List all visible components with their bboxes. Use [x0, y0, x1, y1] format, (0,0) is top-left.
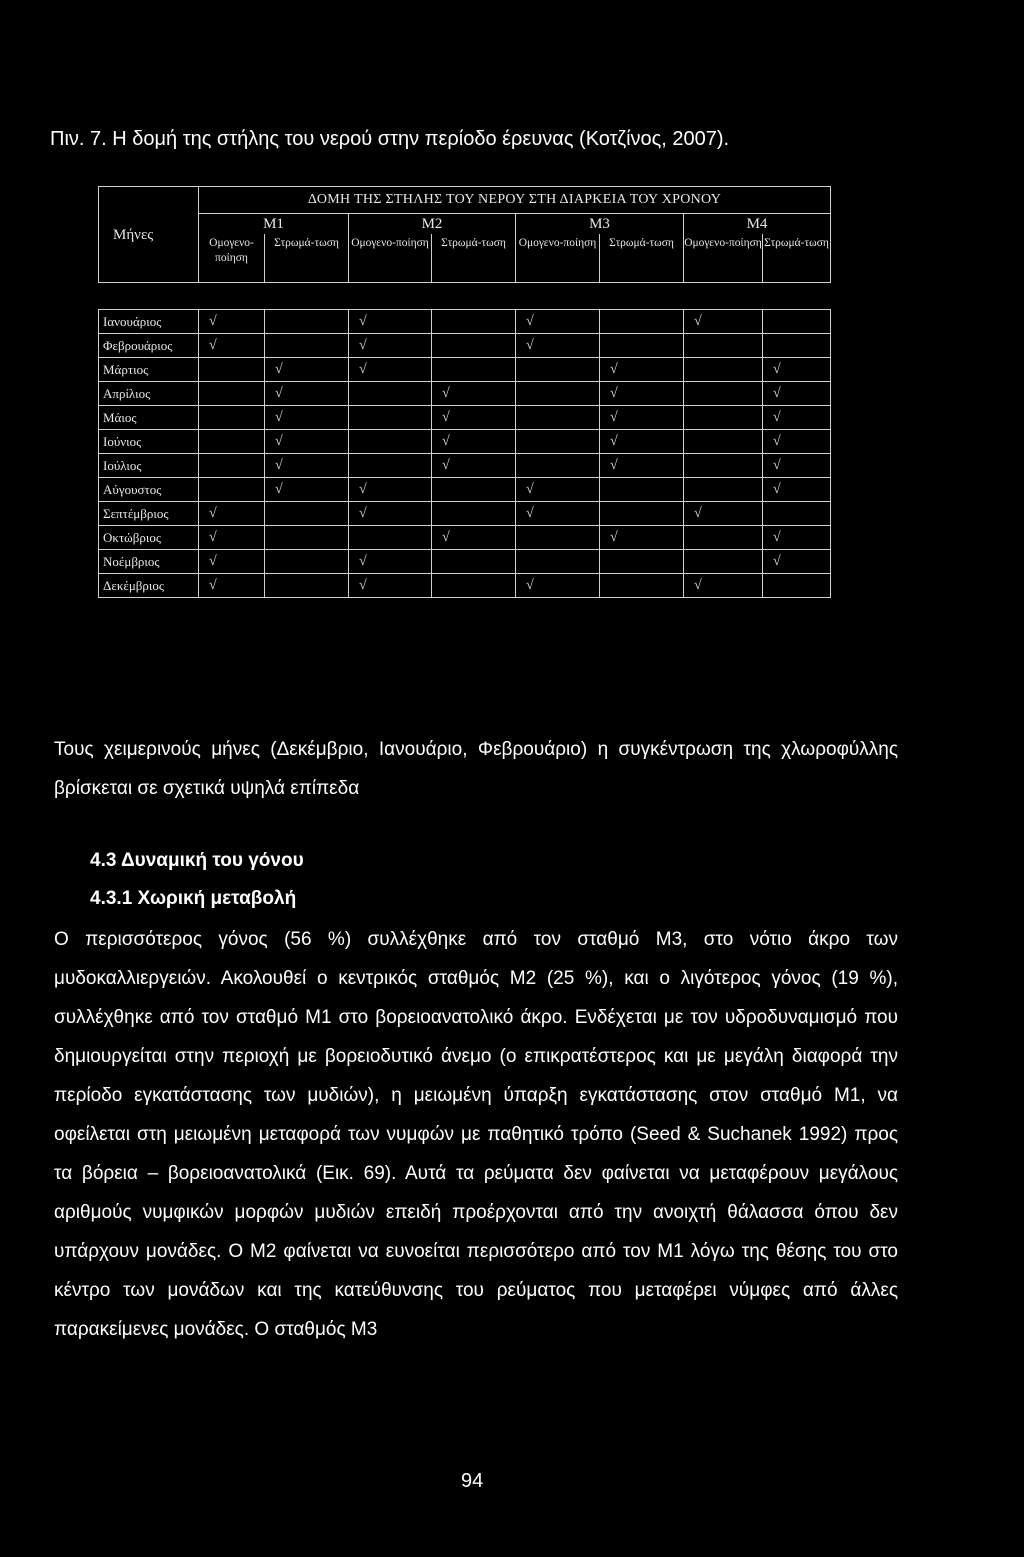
- empty-cell: [684, 526, 763, 550]
- check-mark-icon: √: [265, 382, 349, 406]
- table-row: [99, 574, 831, 598]
- empty-cell: [684, 334, 763, 358]
- empty-cell: [516, 526, 600, 550]
- check-mark-icon: √: [763, 406, 831, 430]
- empty-cell: [265, 574, 349, 598]
- check-mark-icon: √: [516, 334, 600, 358]
- check-mark-icon: √: [199, 550, 265, 574]
- empty-cell: [432, 358, 516, 382]
- check-mark-icon: √: [684, 574, 763, 598]
- subsection-heading: 4.3.1 Χωρική μεταβολή: [90, 888, 297, 909]
- check-mark-icon: √: [763, 430, 831, 454]
- empty-cell: [349, 526, 432, 550]
- empty-cell: [516, 430, 600, 454]
- table-spacer-row: [99, 283, 831, 310]
- empty-cell: [684, 430, 763, 454]
- check-mark-icon: √: [349, 550, 432, 574]
- empty-cell: [684, 454, 763, 478]
- check-mark-icon: √: [763, 358, 831, 382]
- check-mark-icon: √: [432, 430, 516, 454]
- month-cell: Αύγουστος: [99, 478, 199, 502]
- empty-cell: [349, 382, 432, 406]
- check-mark-icon: √: [265, 454, 349, 478]
- check-mark-icon: √: [516, 310, 600, 334]
- empty-cell: [199, 430, 265, 454]
- check-mark-icon: √: [265, 358, 349, 382]
- check-mark-icon: √: [199, 574, 265, 598]
- check-mark-icon: √: [600, 526, 684, 550]
- subheader-stratification: Στρωμά-τωση: [265, 234, 349, 283]
- table-row: [99, 406, 831, 430]
- empty-cell: [199, 478, 265, 502]
- empty-cell: [199, 454, 265, 478]
- empty-cell: [432, 550, 516, 574]
- check-mark-icon: √: [349, 574, 432, 598]
- check-mark-icon: √: [349, 310, 432, 334]
- month-cell: Απρίλιος: [99, 382, 199, 406]
- empty-cell: [684, 478, 763, 502]
- subheader-homogenization: Ομογενο-ποίηση: [684, 234, 763, 283]
- month-cell: Δεκέμβριος: [99, 574, 199, 598]
- table-title: ΔΟΜΗ ΤΗΣ ΣΤΗΛΗΣ ΤΟΥ ΝΕΡΟΥ ΣΤΗ ΔΙΑΡΚΕΙΑ ΤΟΥ ΧΡΟΝΟΥ: [199, 187, 831, 214]
- month-cell: Φεβρουάριος: [99, 334, 199, 358]
- empty-cell: [432, 334, 516, 358]
- empty-cell: [349, 406, 432, 430]
- check-mark-icon: √: [265, 478, 349, 502]
- empty-cell: [684, 406, 763, 430]
- table-row: [99, 358, 831, 382]
- empty-cell: [600, 478, 684, 502]
- month-cell: Μάιος: [99, 406, 199, 430]
- check-mark-icon: √: [763, 454, 831, 478]
- check-mark-icon: √: [199, 502, 265, 526]
- empty-cell: [763, 310, 831, 334]
- empty-cell: [600, 310, 684, 334]
- check-mark-icon: √: [600, 454, 684, 478]
- check-mark-icon: √: [432, 454, 516, 478]
- empty-cell: [516, 550, 600, 574]
- check-mark-icon: √: [265, 430, 349, 454]
- subheader-stratification: Στρωμά-τωση: [763, 234, 831, 283]
- subheader-homogenization: Ομογενο-ποίηση: [516, 234, 600, 283]
- empty-cell: [516, 358, 600, 382]
- table-row: [99, 550, 831, 574]
- month-cell: Οκτώβριος: [99, 526, 199, 550]
- empty-cell: [684, 550, 763, 574]
- check-mark-icon: √: [516, 502, 600, 526]
- check-mark-icon: √: [600, 406, 684, 430]
- table-row: [99, 310, 831, 334]
- empty-cell: [763, 574, 831, 598]
- table-row: [99, 526, 831, 550]
- check-mark-icon: √: [432, 526, 516, 550]
- table-row: [99, 430, 831, 454]
- check-mark-icon: √: [432, 406, 516, 430]
- month-cell: Μάρτιος: [99, 358, 199, 382]
- empty-cell: [265, 310, 349, 334]
- empty-cell: [600, 334, 684, 358]
- months-header: Μήνες: [99, 187, 199, 283]
- empty-cell: [265, 502, 349, 526]
- month-cell: Νοέμβριος: [99, 550, 199, 574]
- table-row: [99, 334, 831, 358]
- check-mark-icon: √: [265, 406, 349, 430]
- empty-cell: [516, 382, 600, 406]
- subheader-homogenization: Ομογενο-ποίηση: [199, 234, 265, 283]
- table-row: [99, 454, 831, 478]
- table-row: [99, 502, 831, 526]
- check-mark-icon: √: [763, 478, 831, 502]
- check-mark-icon: √: [349, 334, 432, 358]
- empty-cell: [600, 502, 684, 526]
- table-row: [99, 382, 831, 406]
- table-row: [99, 478, 831, 502]
- paragraph-spatial-variation: Ο περισσότερος γόνος (56 %) συλλέχθηκε από τον σταθμό Μ3, στο νότιο άκρο των μυδοκαλλιεργειών. Ακολουθεί ο κεντρικός σταθμός Μ2 (25 %), και ο λιγότερος γόνος (19 %), συλλέχθηκε από τον σταθμό Μ1 στο βορειοανατολικό άκρο. Ενδέχεται με τον υδροδυναμισμό που δημιουργείται στην περιοχή με βορειοδυτικό άνεμο (ο επικρατέστερος και με μεγάλη διαφορά την περίοδο εγκατάστασης των μυδιών), η μειωμένη ύπαρξη εγκατάστασης στον σταθμό Μ1, να οφείλεται στη μειωμένη μεταφορά των νυμφών με παθητικό τρόπο (Seed & Suchanek 1992) προς τα βόρεια – βορειοανατολικά (Εικ. 69). Αυτά τα ρεύματα δεν φαίνεται να μεταφέρουν μεγάλους αριθμούς νυμφικών μορφών μυδιών επειδή προέρχονται από την ανοιχτή θάλασσα όπου δεν υπάρχουν μονάδες. Ο Μ2 φαίνεται να ευνοείται περισσότερο από τον Μ1 λόγω της θέσης του στο κέντρο των μονάδων και της κατεύθυνσης του ρεύματος που μεταφέρει νύμφες από άλλες παρακείμενες μονάδες. Ο σταθμός Μ3: [54, 929, 898, 1340]
- page-number: 94: [461, 1470, 484, 1492]
- section-heading: 4.3 Δυναμική του γόνου: [90, 850, 304, 871]
- station-header-m1: Μ1: [199, 214, 349, 235]
- empty-cell: [432, 310, 516, 334]
- water-column-structure-table: [98, 186, 831, 598]
- month-cell: Ιούλιος: [99, 454, 199, 478]
- station-header-m4: Μ4: [684, 214, 831, 235]
- check-mark-icon: √: [432, 382, 516, 406]
- empty-cell: [600, 550, 684, 574]
- check-mark-icon: √: [684, 502, 763, 526]
- empty-cell: [684, 382, 763, 406]
- empty-cell: [265, 550, 349, 574]
- empty-cell: [349, 454, 432, 478]
- table-caption: Πιν. 7. Η δομή της στήλης του νερού στην περίοδο έρευνας (Κοτζίνος, 2007).: [50, 128, 730, 150]
- subheader-stratification: Στρωμά-τωση: [432, 234, 516, 283]
- empty-cell: [199, 382, 265, 406]
- empty-cell: [516, 454, 600, 478]
- empty-cell: [763, 334, 831, 358]
- paragraph-chlorophyll: Τους χειμερινούς μήνες (Δεκέμβριο, Ιανουάριο, Φεβρουάριο) η συγκέντρωση της χλωροφύλλης βρίσκεται σε σχετικά υψηλά επίπεδα: [54, 739, 898, 799]
- empty-cell: [432, 478, 516, 502]
- station-header-m2: Μ2: [349, 214, 516, 235]
- empty-cell: [432, 574, 516, 598]
- month-cell: Σεπτέμβριος: [99, 502, 199, 526]
- empty-cell: [199, 358, 265, 382]
- empty-cell: [199, 406, 265, 430]
- check-mark-icon: √: [516, 478, 600, 502]
- check-mark-icon: √: [763, 382, 831, 406]
- check-mark-icon: √: [349, 478, 432, 502]
- empty-cell: [684, 358, 763, 382]
- check-mark-icon: √: [349, 358, 432, 382]
- check-mark-icon: √: [684, 310, 763, 334]
- check-mark-icon: √: [763, 550, 831, 574]
- empty-cell: [349, 430, 432, 454]
- subheader-stratification: Στρωμά-τωση: [600, 234, 684, 283]
- check-mark-icon: √: [763, 526, 831, 550]
- month-cell: Ιούνιος: [99, 430, 199, 454]
- empty-cell: [600, 574, 684, 598]
- check-mark-icon: √: [199, 334, 265, 358]
- station-header-m3: Μ3: [516, 214, 684, 235]
- empty-cell: [265, 334, 349, 358]
- month-cell: Ιανουάριος: [99, 310, 199, 334]
- check-mark-icon: √: [199, 310, 265, 334]
- check-mark-icon: √: [600, 382, 684, 406]
- check-mark-icon: √: [349, 502, 432, 526]
- empty-cell: [432, 502, 516, 526]
- check-mark-icon: √: [600, 358, 684, 382]
- check-mark-icon: √: [199, 526, 265, 550]
- check-mark-icon: √: [516, 574, 600, 598]
- empty-cell: [516, 406, 600, 430]
- empty-cell: [763, 502, 831, 526]
- check-mark-icon: √: [600, 430, 684, 454]
- subheader-homogenization: Ομογενο-ποίηση: [349, 234, 432, 283]
- empty-cell: [265, 526, 349, 550]
